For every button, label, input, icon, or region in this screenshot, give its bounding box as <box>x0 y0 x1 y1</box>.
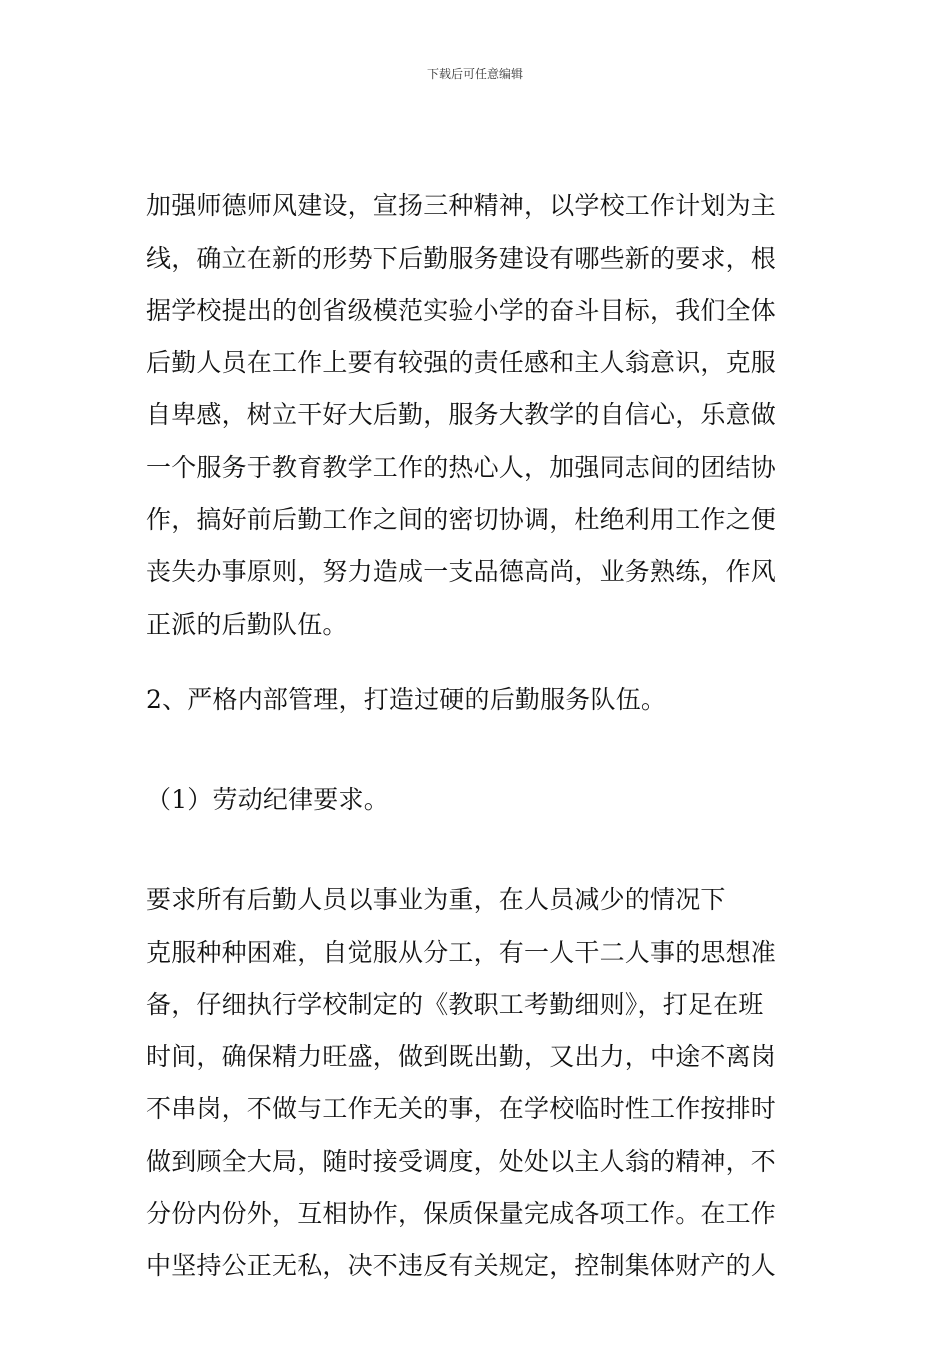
heading-text: 2、严格内部管理，打造过硬的后勤服务队伍。 <box>146 685 667 715</box>
paragraph-text: 加强师德师风建设，宣扬三种精神，以学校工作计划为主 线，确立在新的形势下后勤服务建设有哪些新的要求，根 据学校提出的创省级模范实验小学的奋斗目标，我们全体 后勤人员在工作上要有较强的责任感和主人翁意识，克服 自卑感，树立干好大后勤，服务大教学的自信心，乐意做 一个服务于教育教学工作的热心人，加强同志间的团结协 作，搞好前后勤工作之间的密切协调，杜绝利用工作之便 丧失办事原则，努力造成一支品德高尚，业务熟练，作风 正派的后勤队伍。 <box>146 191 777 639</box>
paragraph-staff-ethics <box>146 128 806 703</box>
page-header: 下载后可任意编辑 <box>426 67 523 81</box>
paragraph-discipline-requirements <box>146 822 806 1345</box>
paragraph-text: 要求所有后勤人员以事业为重，在人员减少的情况下 克服种种困难，自觉服从分工，有一人干二人事的思想准 备，仔细执行学校制定的《教职工考勤细则》，打足在班 时间，确保精力旺盛，做到既出勤，又出力，中途不离岗 不串岗，不做与工作无关的事，在学校临时性工作按排时 做到顾全大局，随时接受调度，处处以主人翁的精神，不 分份内份外，互相协作，保质保量完成各项工作。在工作 中坚持公正无私，决不违反有关规定，控制集体财产的人 <box>146 885 777 1281</box>
subheading-text: （1）劳动纪律要求。 <box>146 785 389 815</box>
